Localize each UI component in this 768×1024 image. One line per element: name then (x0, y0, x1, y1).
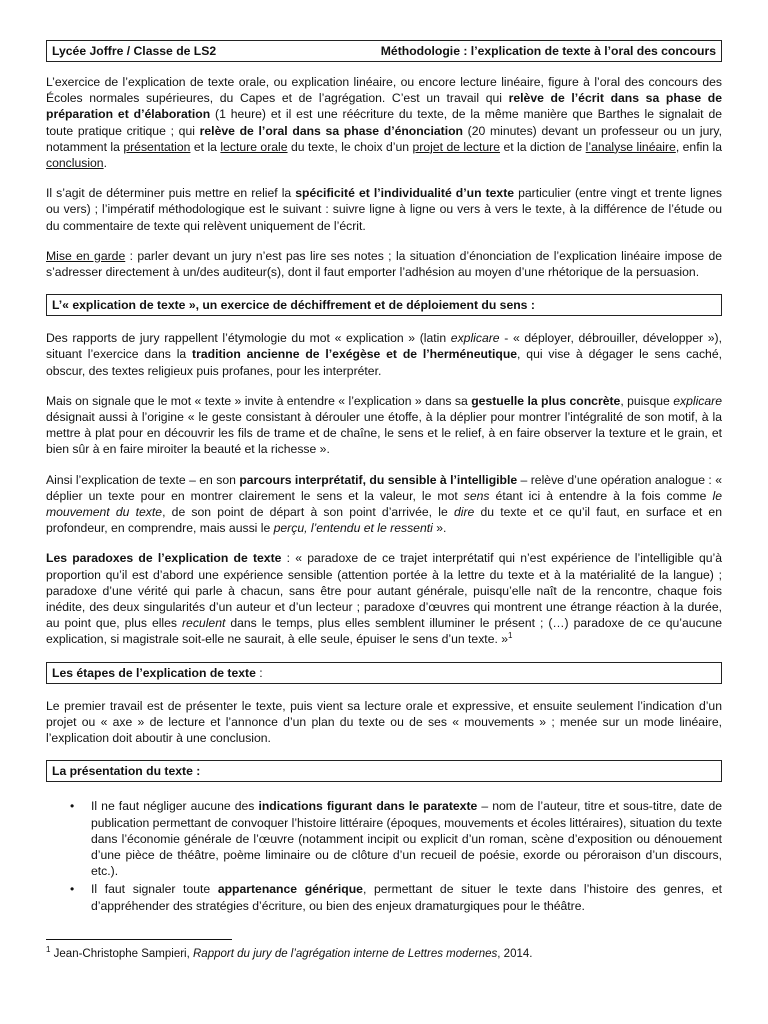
intro-paragraph-1: L’exercice de l’explication de texte orale, ou explication linéaire, ou encore lecture linéaire, figure à l’oral des concours des Écoles normales supérieures, du Capes et de l’agrégation. C’est un travail qui relève de l’écrit dans sa phase de préparation et d’élaboration (1 heure) et il est une réécriture du texte, de la même manière que Barthes le signalait de toute pratique critique ; qui relève de l’oral dans sa phase d’énonciation (20 minutes) devant un professeur ou un jury, notamment la présentation et la lecture orale du texte, le choix d’un projet de lecture et la diction de l’analyse linéaire, enfin la conclusion. (46, 75, 722, 171)
list-item: • Il ne faut négliger aucune des indications figurant dans le paratexte – nom de l’auteur, titre et sous-titre, date de publication permettant de convoquer l’histoire littéraire (époques, mouvements et écoles littéraires), situation du texte dans l’économie générale de l’œuvre (notamment incipit ou explicit d’un roman, scène d’exposition ou dénouement d’une pièce de théâtre, poème liminaire ou de clôture d’un recueil de poésie, exorde ou péroraison d’un discours, etc.). (46, 798, 722, 879)
section1-paragraph-3: Ainsi l’explication de texte – en son parcours interprétatif, du sensible à l’intelligible – relève d’une opération analogue : « déplier un texte pour en montrer clairement le sens et la valeur, le mot sens étant ici à entendre à la fois comme le mouvement du texte, de son point de départ à son point d’arrivée, le dire du texte et ce qu’il faut, en surface et en profondeur, en comprendre, mais aussi le perçu, l’entendu et le ressenti ». (46, 472, 722, 536)
footnote-separator (46, 939, 232, 940)
section2-paragraph-1: Le premier travail est de présenter le texte, puis vient sa lecture orale et expressive, et ensuite seulement l’indication d’un projet ou « axe » de lecture et l’annonce d’un plan du texte ou de ses « mouvements » ; menée sur un mode linéaire, l’explication doit aboutir à une conclusion. (46, 698, 722, 746)
section1-paragraph-1: Des rapports de jury rappellent l’étymologie du mot « explication » (latin explicare - « déployer, débrouiller, développer »), situant l’exercice dans la tradition ancienne de l’exégèse et de l’herméneutique, qui vise à dégager le sens caché, obscur, des textes religieux puis profanes, pour les interpréter. (46, 331, 722, 378)
section-title-presentation: La présentation du texte : (46, 760, 722, 782)
section1-paragraph-4: Les paradoxes de l’explication de texte : « paradoxe de ce trajet interprétatif qui n’est expérience de l’intelligible qu’à proportion qu’il est d’abord une expérience sensible (attention portée à la lettre du texte et à la matérialité de la langue) ; paradoxe d’une vérité qui parle à chacun, sans être pour autant générale, puisqu’elle naît de la rencontre, chaque fois inédite, des deux singularités d’un auteur et d’un lecteur ; paradoxe d’œuvres qui montrent une étrange réaction à la durée, au point que, plus elles reculent dans le temps, plus elles semblent illuminer le présent ; (…) paradoxe de ce qu’aucune explication, si magistrale soit-elle ne saurait, à elle seule, épuiser le sens d’un texte. »$^1$ (46, 551, 723, 647)
section1-paragraph-2: Mais on signale que le mot « texte » invite à entendre « l’explication » dans sa gestuelle la plus concrète, puisque explicare désignait aussi à l’origine « le geste consistant à dérouler une étoffe, à la déplier pour montrer l’intégralité de son motif, à la mettre à plat pour en découvrir les fils de trame et de chaîne, le sens et le relief, à en faire observer la texture et le grain, et bien sûr à en faire miroiter la beauté et la richesse ». (46, 393, 722, 457)
intro-paragraph-2: Il s’agit de déterminer puis mettre en relief la spécificité et l’individualité d’un texte particulier (entre vingt et trente lignes ou vers) ; l’impératif méthodologique est le suivant : suivre ligne à ligne ou vers à vers le texte, à la différence de l’étude ou du commentaire de texte qui relèvent uniquement de l’écrit. (46, 186, 722, 233)
section-title-etapes: Les étapes de l’explication de texte : (46, 662, 722, 684)
intro-paragraph-3: Mise en garde : parler devant un jury n’est pas lire ses notes ; la situation d’énonciation de l’explication linéaire impose de s’adresser directement à un/des auditeur(s), dont il faut emporter l’adhésion au moyen d’une rhétorique de la persuasion. (46, 248, 723, 280)
list-item: • Il faut signaler toute appartenance générique, permettant de situer le texte dans l’histoire des genres, et d’appréhender des stratégies d’écriture, ou bien des enjeux dramaturgiques pour le théâtre. (46, 881, 722, 913)
section-title-explication: L’« explication de texte », un exercice de déchiffrement et de déploiement du sens : (46, 294, 722, 316)
footnote: $^1$ Jean-Christophe Sampieri, Rapport du jury de l’agrégation interne de Lettres modernes, 2014. (46, 945, 533, 960)
header-right: Méthodologie : l’explication de texte à l’oral des concours (380, 44, 716, 58)
document-page (46, 40, 722, 914)
presentation-list (46, 798, 722, 913)
page-header (46, 40, 722, 62)
header-left: Lycée Joffre / Classe de LS2 (52, 44, 217, 58)
footnote-reference[interactable]: 1 (508, 631, 513, 641)
